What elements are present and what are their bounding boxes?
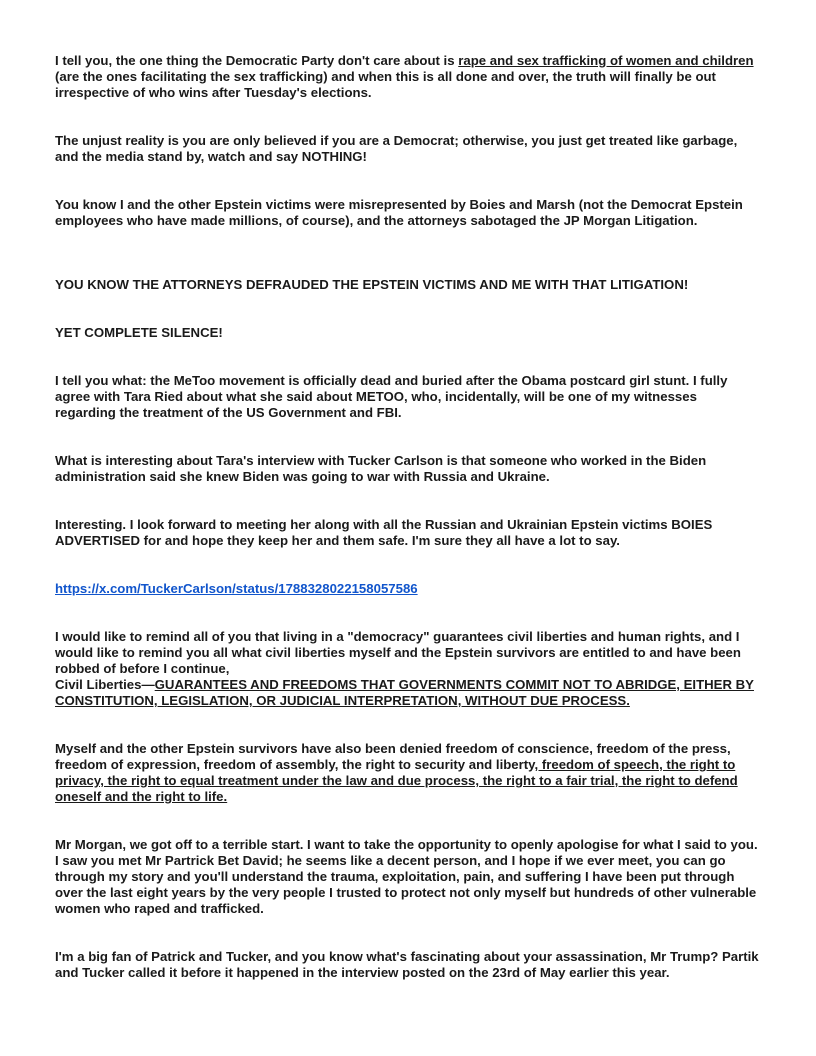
paragraph-text: Myself and the other Epstein survivors have also been denied freedom of conscience, freedom of the press, freedom of expression, freedom of assembly, the right to security and liberty (55, 741, 731, 772)
paragraph-misrepresented: You know I and the other Epstein victims were misrepresented by Boies and Marsh (not the Democrat Epstein employees who have made millions, of course), and the attorneys sabotaged the JP Morgan Litigation. (55, 197, 743, 228)
paragraph-text: I tell you, the one thing the Democratic Party don't care about is (55, 53, 459, 68)
tucker-carlson-link[interactable]: https://x.com/TuckerCarlson/status/1788328022158057586 (55, 581, 418, 596)
paragraph-denied-freedoms (55, 741, 761, 805)
paragraph-attorneys-defrauded: YOU KNOW THE ATTORNEYS DEFRAUDED THE EPSTEIN VICTIMS AND ME WITH THAT LITIGATION! (55, 277, 689, 292)
paragraph-tara-interview: What is interesting about Tara's interview with Tucker Carlson is that someone who worked in the Biden administration said she knew Biden was going to war with Russia and Ukraine. (55, 453, 707, 484)
paragraph-text: I would like to remind all of you that living in a "democracy" guarantees civil liberties and human rights, and I would like to remind you all what civil liberties myself and the Epstein survivors are entitled to and have been robbed of before I continue, (55, 629, 741, 676)
paragraph-text: (are the ones facilitating the sex trafficking) and when this is all done and over, the truth will finally be out irrespective of who wins after Tuesday's elections. (55, 69, 716, 100)
paragraph-text: Civil Liberties— (55, 677, 155, 692)
underlined-phrase: GUARANTEES AND FREEDOMS THAT GOVERNMENTS COMMIT NOT TO ABRIDGE, EITHER BY CONSTITUTION, LEGISLATION, OR JUDICIAL INTERPRETATION, WITHOUT DUE PROCESS. (55, 677, 754, 708)
paragraph-patrick-tucker: I'm a big fan of Patrick and Tucker, and you know what's fascinating about your assassination, Mr Trump? Partik and Tucker called it before it happened in the interview posted on the 23rd of May earlier this year. (55, 949, 759, 980)
paragraph-complete-silence: YET COMPLETE SILENCE! (55, 325, 223, 340)
paragraph-meeting-victims: Interesting. I look forward to meeting her along with all the Russian and Ukrainian Epstein victims BOIES ADVERTISED for and hope they keep her and them safe. I'm sure they all have a lot to say. (55, 517, 713, 548)
paragraph-unjust-reality: The unjust reality is you are only believed if you are a Democrat; otherwise, you just get treated like garbage, and the media stand by, watch and say NOTHING! (55, 133, 738, 164)
paragraph-civil-liberties (55, 629, 761, 709)
underlined-phrase: rape and sex trafficking of women and children (458, 53, 754, 68)
underlined-phrase: , freedom of speech, the right to privacy, the right to equal treatment under the law and due process, the right to a fair trial, the right to defend oneself and the right to life. (55, 757, 738, 804)
paragraph-link (55, 581, 418, 597)
paragraph-metoo: I tell you what: the MeToo movement is officially dead and buried after the Obama postcard girl stunt. I fully agree with Tara Ried about what she said about METOO, who, incidentally, will be one of my witnesses regarding the treatment of the US Government and FBI. (55, 373, 728, 420)
paragraph-democratic-party (55, 53, 761, 101)
paragraph-mr-morgan: Mr Morgan, we got off to a terrible start. I want to take the opportunity to openly apologise for what I said to you. I saw you met Mr Partrick Bet David; he seems like a decent person, and I hope if we ever meet, you can go through my story and you'll understand the trauma, exploitation, pain, and suffering I have been put through over the last eight years by the very people I trusted to protect not only myself but hundreds of other vulnerable women who raped and trafficked. (55, 837, 758, 916)
